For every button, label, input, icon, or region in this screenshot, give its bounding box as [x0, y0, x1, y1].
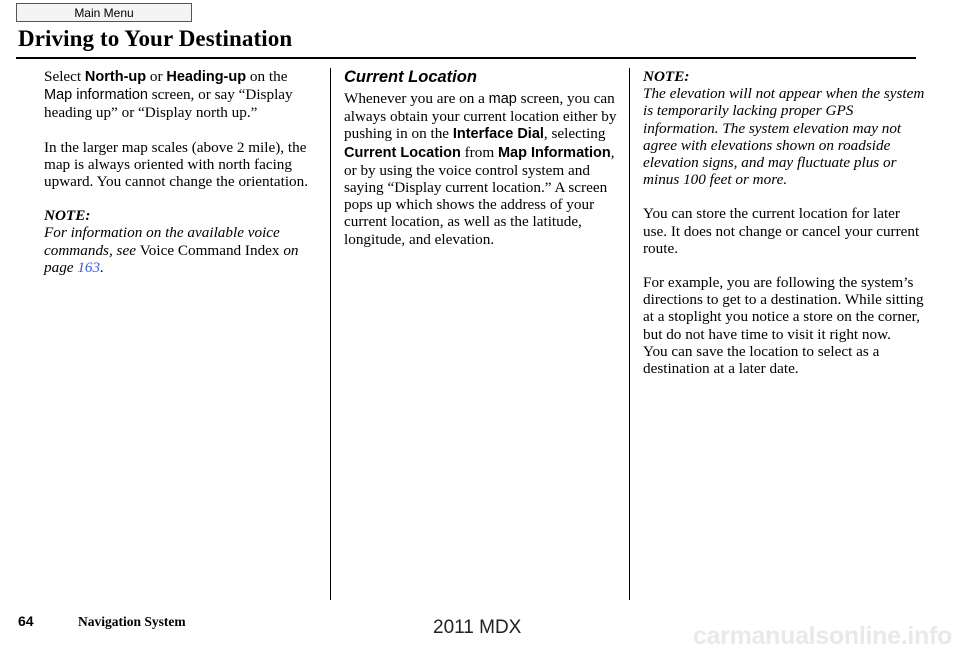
page-title: Driving to Your Destination: [18, 26, 293, 51]
page-163-link[interactable]: 163: [77, 258, 101, 276]
note-text: For information on the available voice commands, see Voice Command Index on page 163.: [44, 224, 299, 276]
title-divider: [16, 57, 916, 59]
column-1: [44, 68, 316, 276]
map-information-option: Map Information: [497, 144, 611, 161]
note-label: NOTE:: [643, 68, 690, 85]
column-divider-2: [629, 68, 630, 600]
note-label: NOTE:: [44, 207, 91, 225]
column-2: [344, 68, 620, 248]
column-divider-1: [330, 68, 331, 600]
north-up-option: North-up: [84, 69, 147, 85]
store-location-paragraph: You can store the current location for later use. It does not change or cancel your current route.: [643, 205, 920, 257]
map-information-screen-name: Map information: [44, 87, 148, 104]
page-number: 64: [18, 613, 34, 629]
vehicle-model: 2011 MDX: [433, 617, 522, 638]
example-paragraph: For example, you are following the system’s directions to get to a destination. While sitting at a stoplight you notice a store on the corner, but do not have time to visit it right now.: [643, 274, 924, 343]
section-heading-current-location: Current Location: [344, 68, 477, 86]
map-screen-name: map: [488, 91, 517, 107]
current-location-option: Current Location: [344, 144, 461, 161]
save-location-paragraph: You can save the location to select as a destination at a later date.: [643, 342, 880, 378]
manual-title: Navigation System: [78, 614, 186, 629]
column-3: [643, 68, 925, 377]
orientation-paragraph: Select North-up or Heading-up on the Map information screen, or say “Display heading up” or “Display north up.”: [44, 68, 293, 122]
site-watermark: carmanualsonline.info: [692, 622, 952, 650]
current-location-paragraph: Whenever you are on a map screen, you can always obtain your current location either by pushing in on the Interface Dial, selecting Current Location from Map Information, or by using the voice control system and saying “Display current location.” A screen pops up which shows the address of your current location, as well as the latitude, longitude, and elevation.: [344, 90, 617, 248]
voice-command-index-ref: Voice Command Index: [139, 241, 280, 259]
elevation-note-text: The elevation will not appear when the system is temporarily lacking proper GPS information. The system elevation may not agree with elevations shown on roadside elevation signs, and may fluctuate plus or minus 100 feet or more.: [643, 85, 925, 189]
interface-dial-term: Interface Dial: [452, 126, 544, 143]
heading-up-option: Heading-up: [166, 69, 247, 85]
map-scale-paragraph: In the larger map scales (above 2 mile), the map is always oriented with north facing upward. You cannot change the orientation.: [44, 138, 309, 191]
main-menu-button[interactable]: Main Menu: [16, 3, 192, 22]
